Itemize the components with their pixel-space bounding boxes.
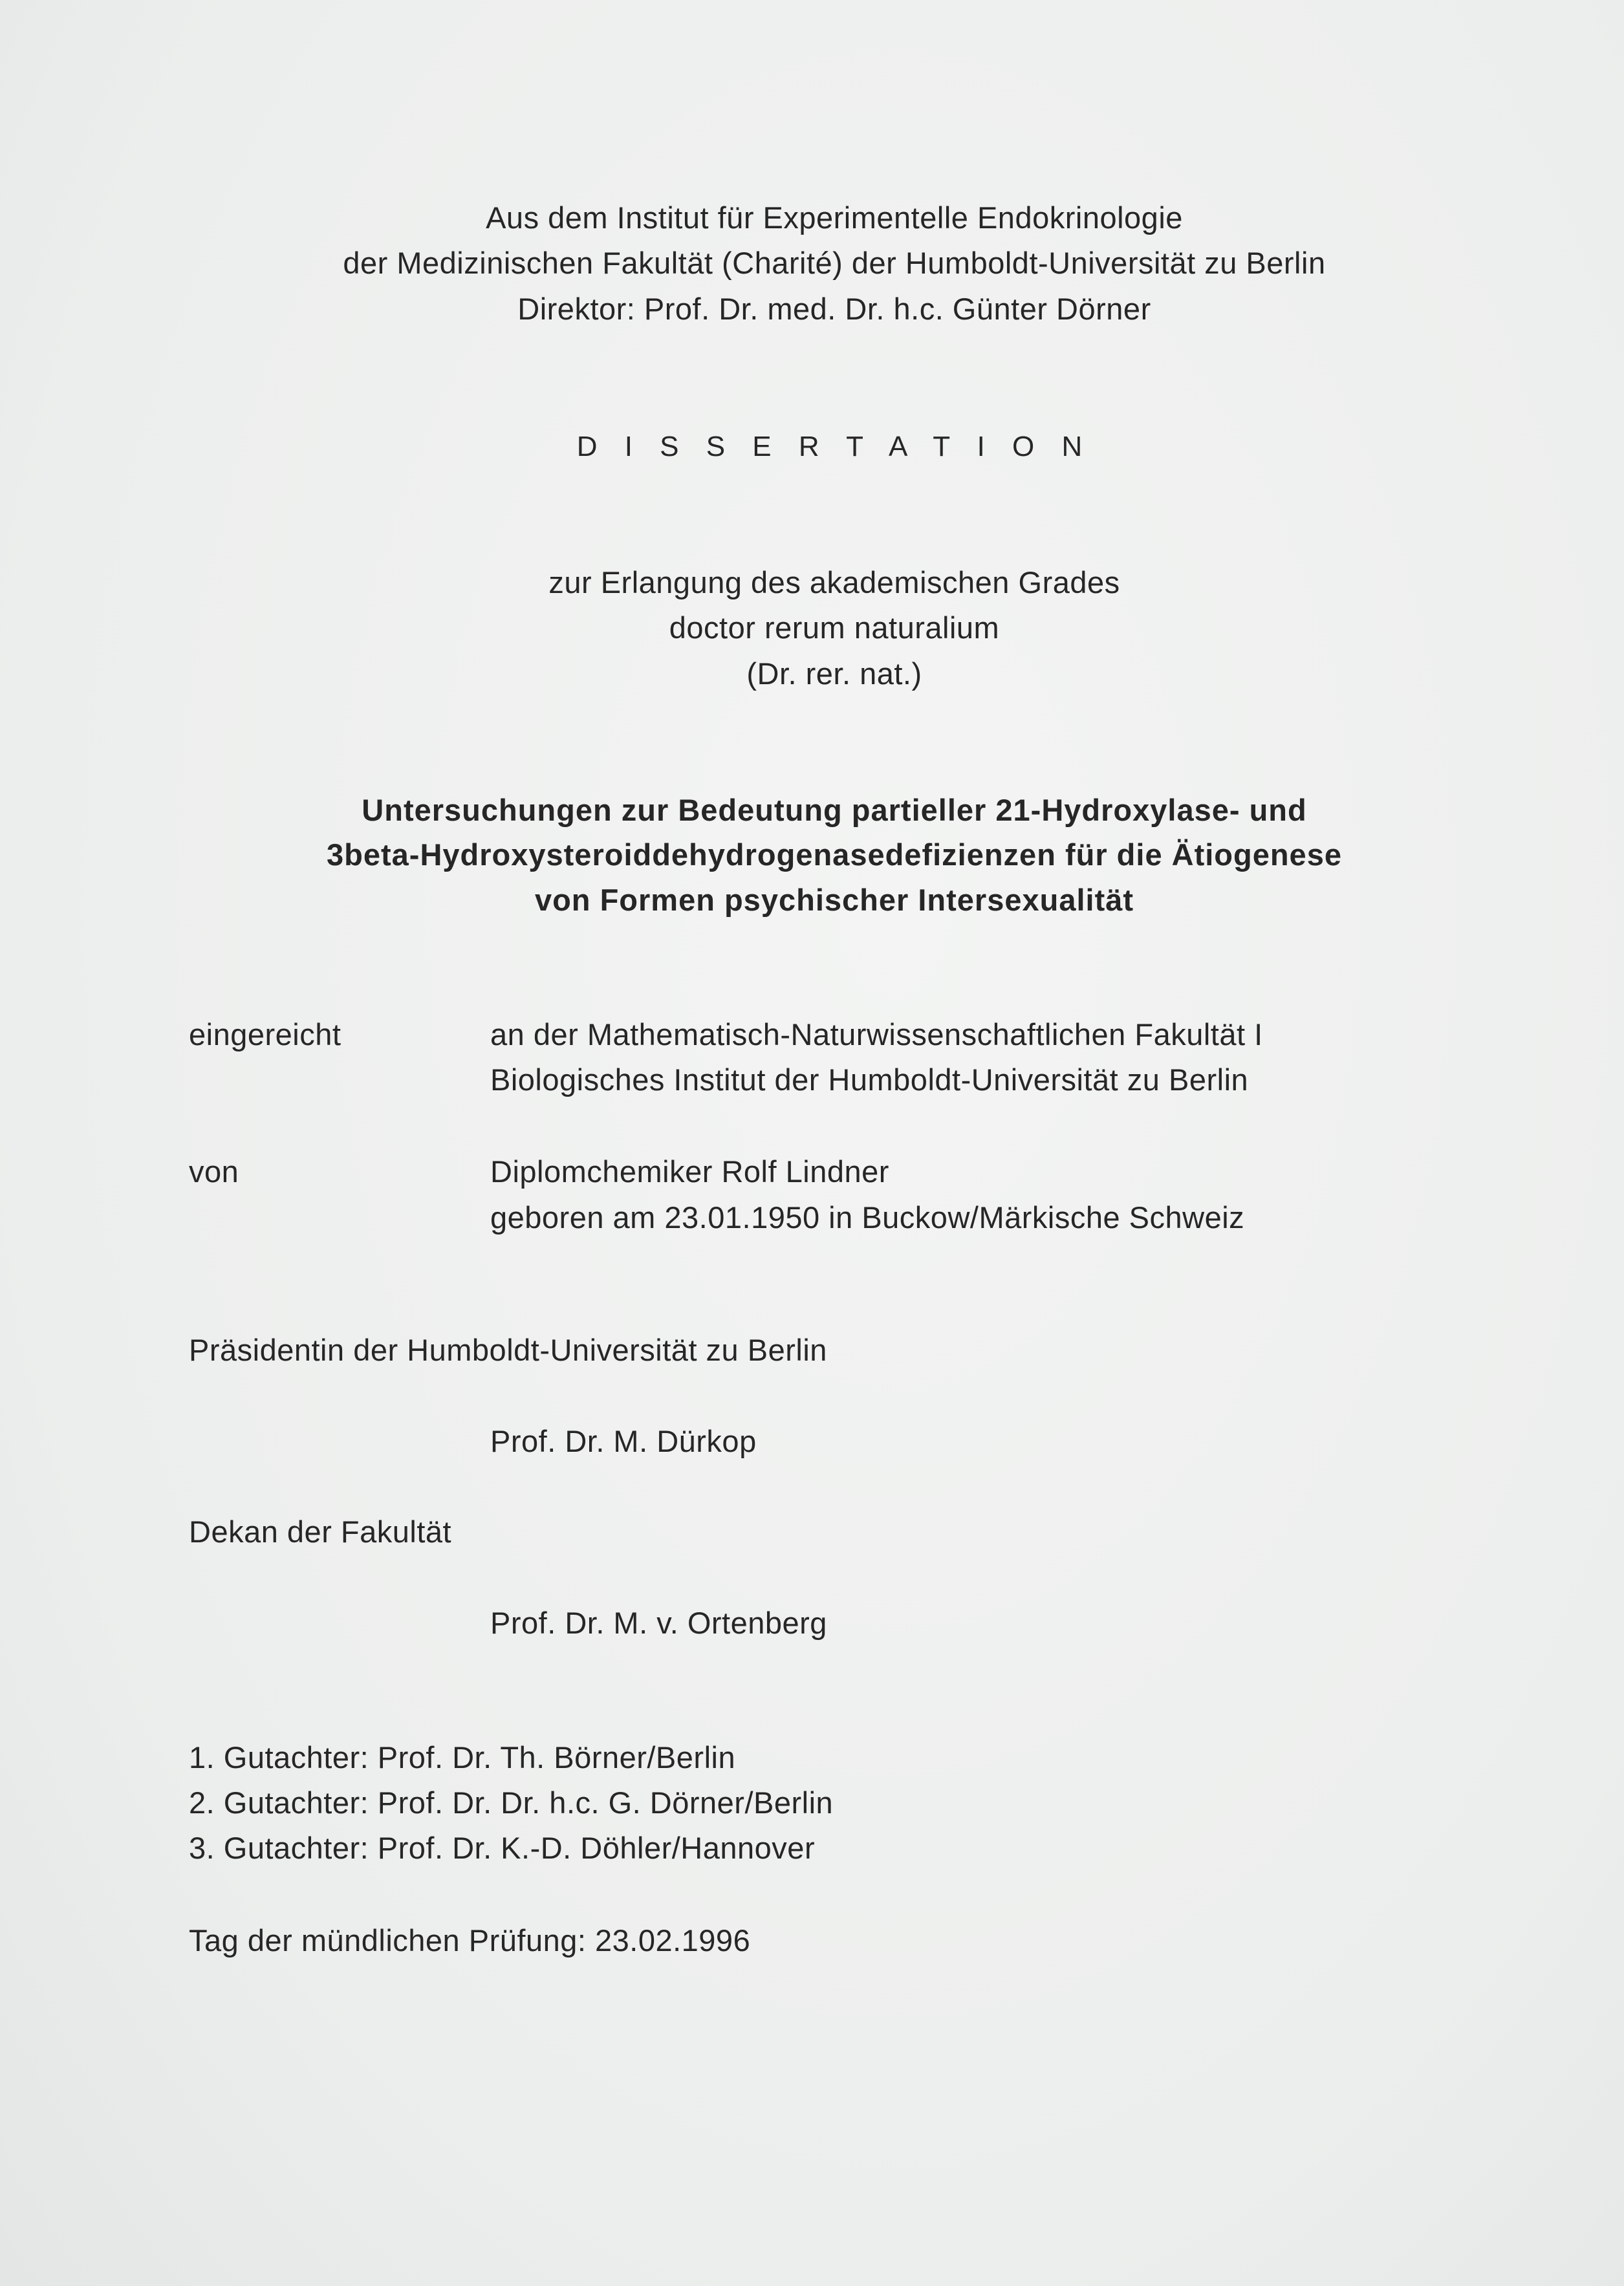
author-birth: geboren am 23.01.1950 in Buckow/Märkische Schweiz: [490, 1200, 1245, 1235]
submitted-institute: Biologisches Institut der Humboldt-Universität zu Berlin: [490, 1062, 1249, 1097]
reviewer-2: 2. Gutachter: Prof. Dr. Dr. h.c. G. Dörner/Berlin: [189, 1785, 834, 1820]
dean-name: Prof. Dr. M. v. Ortenberg: [490, 1606, 827, 1640]
president-label: Präsidentin der Humboldt-Universität zu Berlin: [189, 1333, 827, 1367]
exam-date: Tag der mündlichen Prüfung: 23.02.1996: [189, 1923, 751, 1957]
document-type: D I S S E R T A T I O N: [576, 431, 1092, 462]
author-name: Diplomchemiker Rolf Lindner: [490, 1154, 889, 1189]
director-line: Direktor: Prof. Dr. med. Dr. h.c. Günter Dörner: [517, 292, 1151, 326]
reviewer-3: 3. Gutachter: Prof. Dr. K.-D. Döhler/Hannover: [189, 1831, 816, 1865]
institute-line: Aus dem Institut für Experimentelle Endokrinologie: [486, 200, 1183, 235]
thesis-title-line-3: von Formen psychischer Intersexualität: [534, 883, 1134, 917]
thesis-title-line-1: Untersuchungen zur Bedeutung partieller 21-Hydroxylase- und: [362, 793, 1307, 827]
thesis-title-line-2: 3beta-Hydroxysteroiddehydrogenasedefizienzen für die Ätiogenese: [327, 837, 1342, 872]
submitted-label: eingereicht: [189, 1017, 341, 1051]
reviewer-1: 1. Gutachter: Prof. Dr. Th. Börner/Berlin: [189, 1740, 736, 1774]
faculty-line: der Medizinischen Fakultät (Charité) der Humboldt-Universität zu Berlin: [343, 246, 1326, 280]
degree-abbreviation: (Dr. rer. nat.): [746, 656, 922, 691]
president-name: Prof. Dr. M. Dürkop: [490, 1424, 757, 1458]
dean-label: Dekan der Fakultät: [189, 1515, 452, 1549]
author-label: von: [189, 1154, 239, 1189]
degree-purpose: zur Erlangung des akademischen Grades: [548, 565, 1120, 599]
degree-name: doctor rerum naturalium: [669, 610, 1000, 645]
submitted-faculty: an der Mathematisch-Naturwissenschaftlichen Fakultät I: [490, 1017, 1263, 1051]
